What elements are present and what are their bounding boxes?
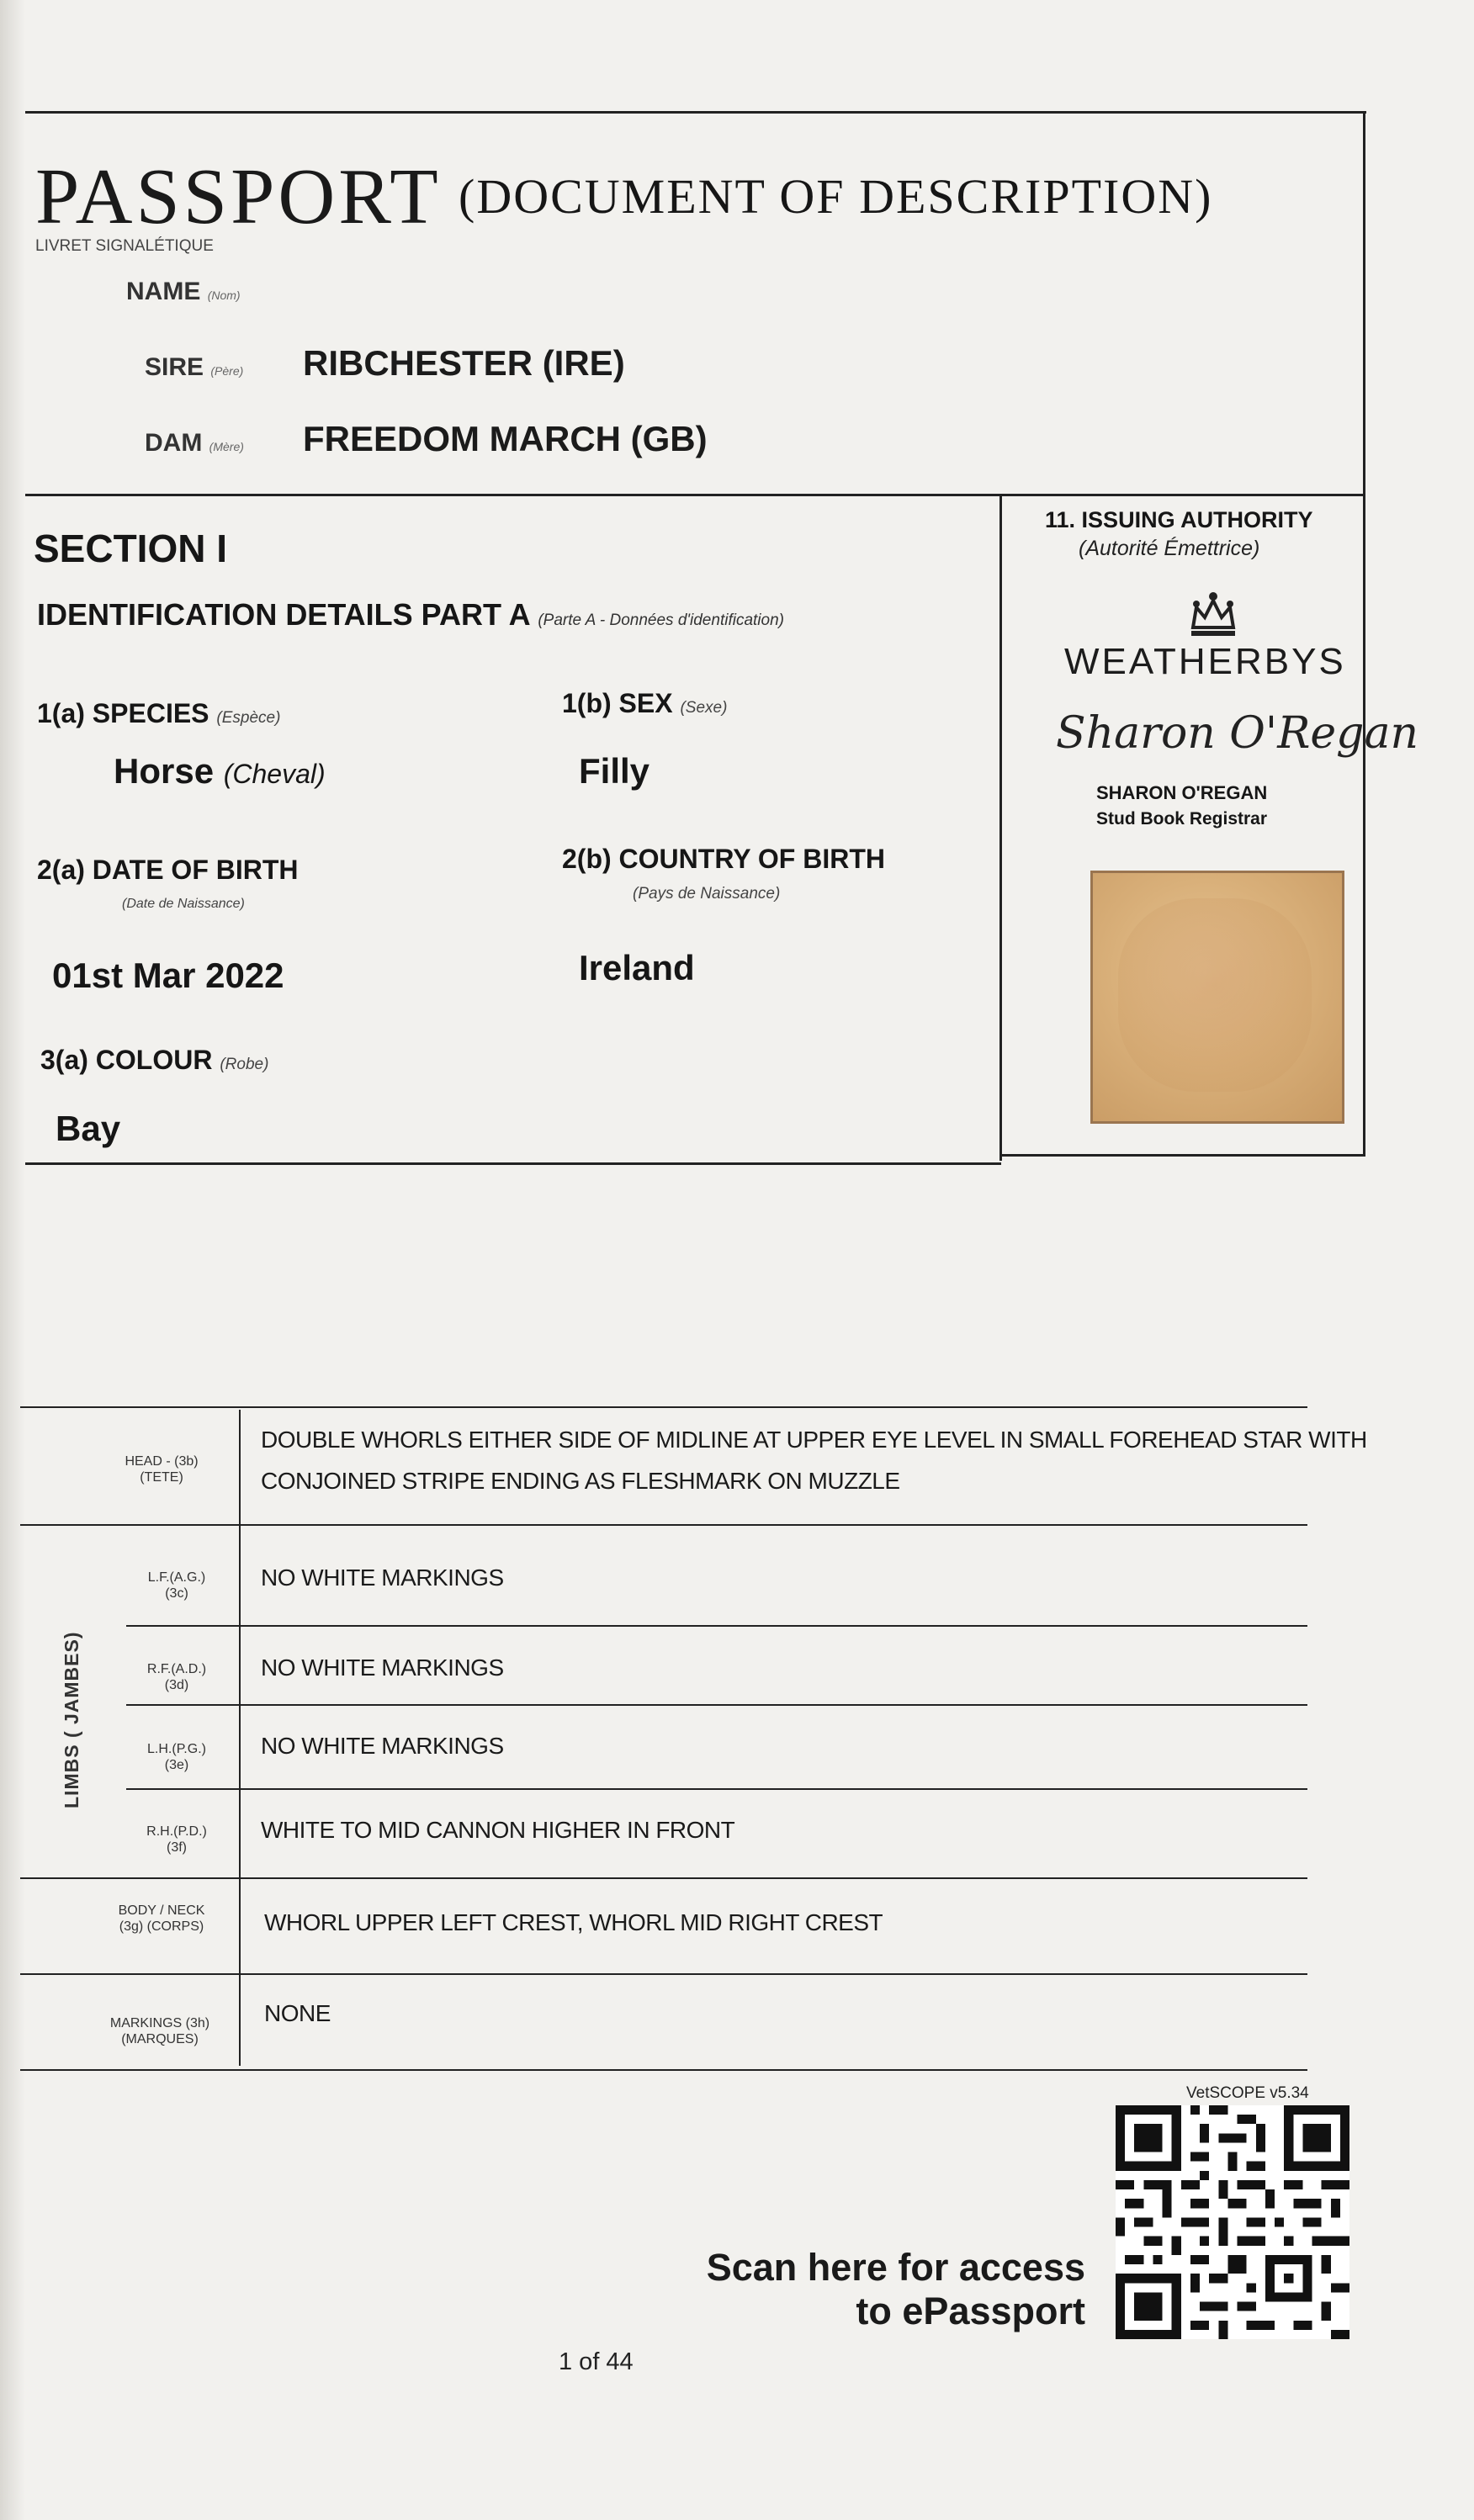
dam-label: DAM <box>145 429 203 457</box>
dob-label: 2(a) DATE OF BIRTH <box>37 855 299 885</box>
dam-value: FREEDOM MARCH (GB) <box>303 419 708 458</box>
markings-row-line <box>20 1973 1307 1975</box>
passport-subtitle-fr: LIVRET SIGNALÉTIQUE <box>35 237 214 255</box>
head-marking-text-2: CONJOINED STRIPE ENDING AS FLESHMARK ON MUZZLE <box>261 1468 900 1494</box>
header-top-border <box>25 111 1366 114</box>
section-divider-vertical <box>999 496 1002 1161</box>
crown-crest-icon <box>1185 589 1242 639</box>
authority-title-fr: (Autorité Émettrice) <box>1079 537 1260 560</box>
sex-label-text: 1(b) SEX <box>562 688 673 718</box>
head-label: HEAD - (3b) (TETE) <box>125 1454 199 1485</box>
name-field <box>126 278 241 306</box>
section-subtitle <box>37 597 784 633</box>
authority-right-border <box>1363 496 1365 1157</box>
colour-value: Bay <box>56 1109 121 1148</box>
dob-label-fr: (Date de Naissance) <box>122 897 245 911</box>
lf-label: L.F.(A.G.) (3c) <box>147 1570 206 1601</box>
dam-label-group <box>145 429 244 458</box>
rf-marking-text: NO WHITE MARKINGS <box>261 1654 504 1681</box>
markings-bottom-border <box>20 2069 1307 2071</box>
scan-instruction <box>681 2246 1085 2333</box>
sex-value: Filly <box>579 751 650 791</box>
markings-marking-text: NONE <box>264 2000 331 2026</box>
page-number: 1 of 44 <box>559 2348 634 2375</box>
name-label: NAME <box>126 278 201 305</box>
markings-top-border <box>20 1406 1307 1408</box>
sire-value: RIBCHESTER (IRE) <box>303 343 625 383</box>
epassport-qr-code[interactable] <box>1116 2105 1349 2339</box>
passport-subtitle: (DOCUMENT OF DESCRIPTION) <box>459 169 1213 224</box>
section-subtitle-fr: (Parte A - Données d'identification) <box>538 611 784 629</box>
header-bottom-border <box>25 494 1365 496</box>
authority-bottom-border <box>999 1154 1365 1157</box>
markings-row-line <box>126 1704 1307 1706</box>
limbs-label: LIMBS ( JAMBES) <box>61 1631 82 1808</box>
species-label <box>37 698 280 729</box>
name-label-fr: (Nom) <box>207 289 241 302</box>
cob-label: 2(b) COUNTRY OF BIRTH <box>562 844 885 874</box>
species-label-fr: (Espèce) <box>216 709 281 727</box>
cob-label-fr: (Pays de Naissance) <box>633 885 781 903</box>
lh-label: L.H.(P.G.) (3e) <box>147 1742 206 1772</box>
markings-row-line <box>126 1625 1307 1627</box>
markings-row-line <box>20 1877 1307 1879</box>
species-value <box>114 751 326 791</box>
body-neck-marking-text: WHORL UPPER LEFT CREST, WHORL MID RIGHT CREST <box>264 1909 883 1935</box>
markings-label: MARKINGS (3h) (MARQUES) <box>109 2016 210 2046</box>
page-edge <box>0 0 25 2520</box>
registrar-signature: Sharon O'Regan <box>1056 708 1418 759</box>
cob-value: Ireland <box>579 948 695 987</box>
signatory-role: Stud Book Registrar <box>1096 809 1268 829</box>
sire-label-fr: (Père) <box>210 364 244 378</box>
species-value-fr: (Cheval) <box>223 759 326 789</box>
rh-marking-text: WHITE TO MID CANNON HIGHER IN FRONT <box>261 1817 735 1843</box>
colour-label <box>40 1045 268 1076</box>
weatherbys-logo: WEATHERBYS <box>1064 641 1346 682</box>
sire-label-group <box>145 353 243 382</box>
sex-label <box>562 688 727 719</box>
rf-label: R.F.(A.D.) (3d) <box>146 1662 207 1692</box>
section-subtitle-text: IDENTIFICATION DETAILS PART A <box>37 597 530 632</box>
scan-line-2: to ePassport <box>856 2290 1085 2332</box>
vetscope-version: VetSCOPE v5.34 <box>1186 2084 1309 2102</box>
scan-line-1: Scan here for access <box>706 2246 1085 2289</box>
dob-value: 01st Mar 2022 <box>52 956 284 995</box>
body-neck-label: BODY / NECK (3g) (CORPS) <box>118 1903 205 1934</box>
passport-title: PASSPORT <box>35 153 442 241</box>
markings-label-divider <box>239 1410 241 2066</box>
hologram-seal <box>1090 871 1344 1124</box>
colour-label-fr: (Robe) <box>220 1056 269 1073</box>
species-value-text: Horse <box>114 751 215 791</box>
sire-label: SIRE <box>145 353 204 381</box>
colour-label-text: 3(a) COLOUR <box>40 1045 213 1075</box>
rh-label: R.H.(P.D.) (3f) <box>146 1824 207 1855</box>
lh-marking-text: NO WHITE MARKINGS <box>261 1733 504 1759</box>
header-right-border <box>1363 111 1365 494</box>
signatory-name: SHARON O'REGAN <box>1096 782 1268 803</box>
section-title: SECTION I <box>34 527 228 570</box>
authority-title: 11. ISSUING AUTHORITY <box>1045 507 1313 532</box>
dam-label-fr: (Mère) <box>209 440 244 453</box>
sex-label-fr: (Sexe) <box>680 699 728 717</box>
markings-row-line <box>126 1788 1307 1790</box>
species-label-text: 1(a) SPECIES <box>37 698 209 728</box>
markings-row-line <box>20 1524 1307 1526</box>
head-marking-text: DOUBLE WHORLS EITHER SIDE OF MIDLINE AT UPPER EYE LEVEL IN SMALL FOREHEAD STAR WITH <box>261 1427 1367 1453</box>
lf-marking-text: NO WHITE MARKINGS <box>261 1564 504 1591</box>
section-bottom-border <box>25 1162 1001 1165</box>
